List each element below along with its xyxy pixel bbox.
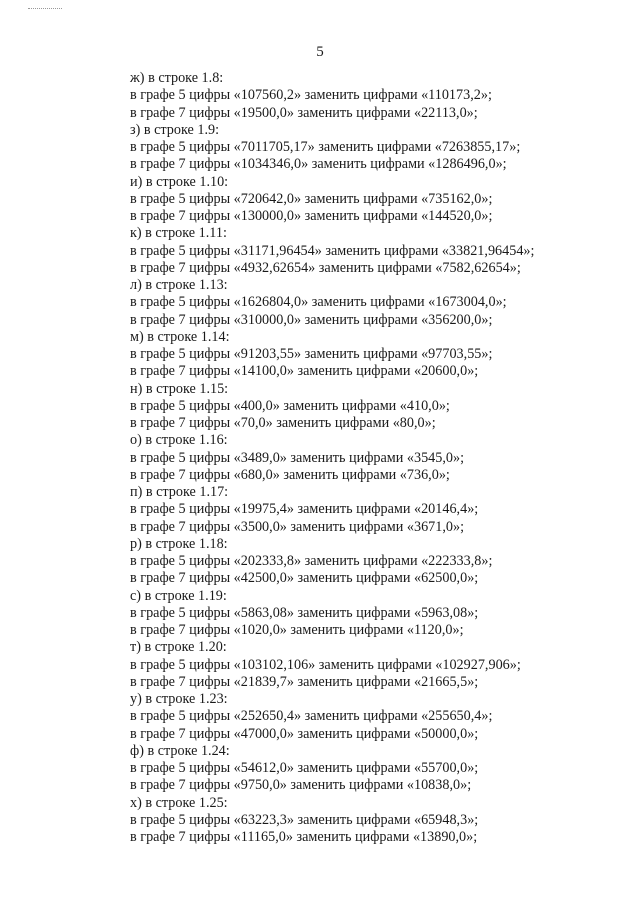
text-line: в графе 5 цифры «103102,106» заменить цифрами «102927,906»;: [130, 656, 521, 673]
text-line: в графе 5 цифры «202333,8» заменить цифрами «222333,8»;: [130, 553, 493, 569]
text-line: т) в строке 1.20:: [130, 639, 227, 656]
text-line: в графе 7 цифры «42500,0» заменить цифрами «62500,0»;: [130, 570, 479, 587]
text-line: в графе 5 цифры «5863,08» заменить цифрами «5963,08»;: [130, 604, 479, 621]
text-line: л) в строке 1.13:: [130, 277, 228, 293]
text-line: о) в строке 1.16:: [130, 432, 228, 449]
text-line: в графе 5 цифры «31171,96454» заменить цифрами «33821,96454»;: [130, 242, 535, 259]
text-line: к) в строке 1.11:: [130, 225, 227, 242]
text-line: в графе 7 цифры «19500,0» заменить цифрами «22113,0»;: [130, 104, 478, 121]
text-line: в графе 5 цифры «54612,0» заменить цифрами «55700,0»;: [130, 760, 479, 776]
text-line: в графе 5 цифры «1626804,0» заменить цифрами «1673004,0»;: [130, 294, 507, 311]
text-line: в графе 7 цифры «680,0» заменить цифрами «736,0»;: [130, 466, 450, 483]
text-line: м) в строке 1.14:: [130, 328, 230, 345]
text-line: в графе 5 цифры «107560,2» заменить цифрами «110173,2»;: [130, 87, 492, 104]
text-line: в графе 7 цифры «310000,0» заменить цифрами «356200,0»;: [130, 311, 493, 328]
text-line: в графе 5 цифры «400,0» заменить цифрами «410,0»;: [130, 397, 450, 414]
text-line: в графе 7 цифры «4932,62654» заменить цифрами «7582,62654»;: [130, 259, 521, 276]
text-line: в графе 7 цифры «3500,0» заменить цифрами «3671,0»;: [130, 518, 465, 535]
text-line: ж) в строке 1.8:: [130, 70, 224, 86]
text-line: в графе 7 цифры «1034346,0» заменить цифрами «1286496,0»;: [130, 156, 507, 173]
text-line: в графе 7 цифры «70,0» заменить цифрами «80,0»;: [130, 415, 436, 431]
page-number: 5: [316, 44, 324, 60]
text-line: х) в строке 1.25:: [130, 794, 228, 811]
scan-artifact: [28, 8, 62, 9]
text-line: з) в строке 1.9:: [130, 121, 220, 138]
text-line: в графе 5 цифры «19975,4» заменить цифрами «20146,4»;: [130, 501, 479, 518]
text-line: в графе 7 цифры «21839,7» заменить цифрами «21665,5»;: [130, 673, 479, 690]
text-line: в графе 5 цифры «3489,0» заменить цифрами «3545,0»;: [130, 449, 465, 466]
text-line: в графе 7 цифры «130000,0» заменить цифрами «144520,0»;: [130, 208, 493, 224]
text-line: в графе 7 цифры «11165,0» заменить цифрами «13890,0»;: [130, 829, 478, 845]
text-line: в графе 7 цифры «14100,0» заменить цифрами «20600,0»;: [130, 363, 479, 380]
text-line: в графе 7 цифры «47000,0» заменить цифрами «50000,0»;: [130, 725, 479, 742]
text-line: в графе 5 цифры «91203,55» заменить цифрами «97703,55»;: [130, 346, 493, 362]
text-line: и) в строке 1.10:: [130, 173, 229, 190]
text-line: в графе 7 цифры «9750,0» заменить цифрами «10838,0»;: [130, 777, 472, 794]
text-line: п) в строке 1.17:: [130, 484, 229, 500]
text-line: у) в строке 1.23:: [130, 691, 228, 707]
text-line: н) в строке 1.15:: [130, 380, 229, 397]
text-line: ф) в строке 1.24:: [130, 742, 230, 759]
text-line: в графе 7 цифры «1020,0» заменить цифрами «1120,0»;: [130, 622, 464, 638]
document-body: [130, 70, 534, 846]
text-line: в графе 5 цифры «252650,4» заменить цифрами «255650,4»;: [130, 708, 493, 725]
text-line: с) в строке 1.19:: [130, 587, 227, 604]
text-line: в графе 5 цифры «720642,0» заменить цифрами «735162,0»;: [130, 190, 493, 207]
text-line: в графе 5 цифры «63223,3» заменить цифрами «65948,3»;: [130, 811, 479, 828]
text-line: в графе 5 цифры «7011705,17» заменить цифрами «7263855,17»;: [130, 139, 521, 155]
text-line: р) в строке 1.18:: [130, 535, 228, 552]
